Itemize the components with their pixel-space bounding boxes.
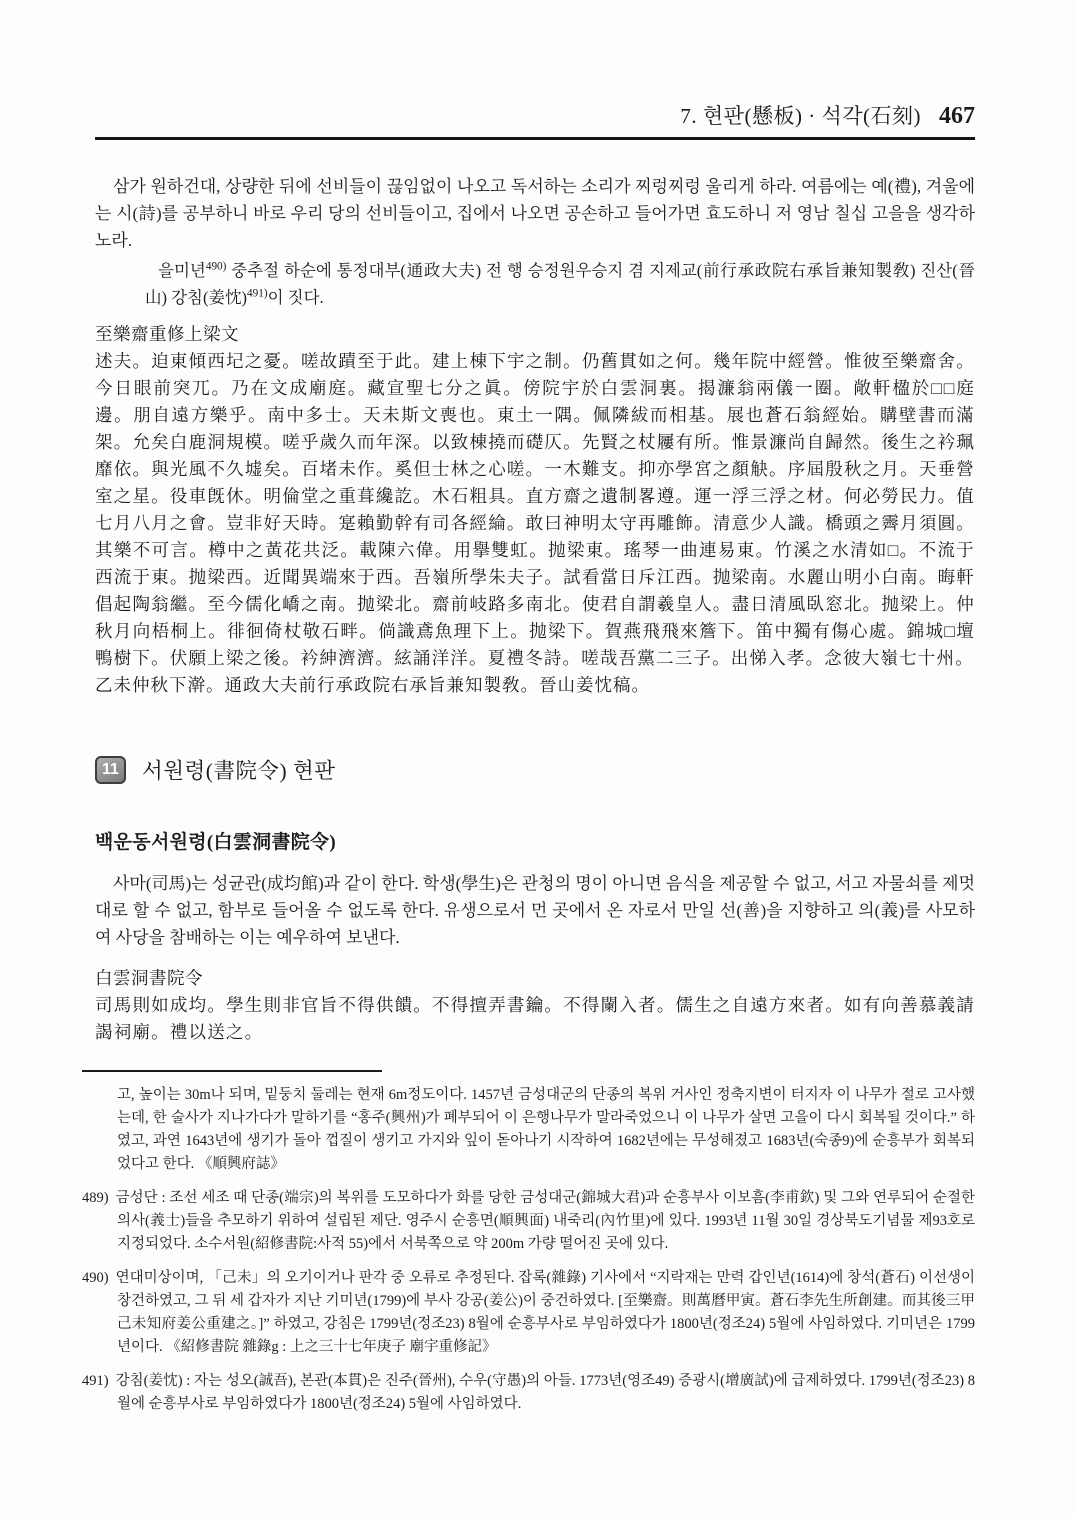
footnote-text: 연대미상이며, 「己未」의 오기이거나 판각 중 오류로 추정된다. 잡록(雜錄) 기사에서 “지락재는 만력 갑인년(1614)에 창석(蒼石) 이선생이 창건하였고, 그 뒤 세 갑자가 지난 기미년(1799)에 부사 강공(姜公)이 중건하였다. [至樂齋。則萬曆甲寅。蒼石李先生所創建。而其後三甲己未知府姜公重建之。]” 하였고, 강침은 1799년(정조23) 8월에 순흥부사로 부임하였다가 1800년(정조24) 5월에 사임하였다. 기미년은 1799년이다. 《紹修書院 雜錄g : 上之三十七年庚子 廟宇重修記》 <box>115 1270 975 1355</box>
section-title: 서원령(書院令) 현판 <box>142 759 336 783</box>
running-head: 7. 현판(懸板) · 석각(石刻) <box>680 104 921 128</box>
attribution-pre: 을미년 <box>158 261 206 280</box>
footnote-491 <box>82 1370 975 1416</box>
seowonryeong-hanmun-body: 司馬則如成均。學生則非官旨不得供饋。不得擅弄書鑰。不得闌入者。儒生之自遠方來者。如有向善慕義請謁祠廟。禮以送之。 <box>95 995 975 1042</box>
korean-paragraph-1: 삼가 원하건대, 상량한 뒤에 선비들이 끊임없이 나오고 독서하는 소리가 찌렁찌렁 울리게 하라. 여름에는 예(禮), 겨울에는 시(詩)를 공부하니 바로 우리 당의 선비들이고, 집에서 나오면 공손하고 들어가면 효도하니 저 영남 칠십 고을을 생각하노라. <box>95 177 975 250</box>
attribution-post: 이 짓다. <box>267 288 324 307</box>
page-number: 467 <box>939 103 975 129</box>
section-number-badge: 11 <box>95 756 126 784</box>
footnote-number: 491) <box>82 1373 109 1389</box>
hanmun-title: 至樂齋重修上梁文 <box>95 324 239 344</box>
footnote-text: 금성단 : 조선 세조 때 단종(端宗)의 복위를 도모하다가 화를 당한 금성대군(錦城大君)과 순흥부사 이보흠(李甫欽) 및 그와 연루되어 순절한 의사(義士)들을 추모하기 위하여 설립된 제단. 영주시 순흥면(順興面) 내죽리(內竹里)에 있다. 1993년 11월 30일 경상북도기념물 제93호로 지정되었다. 소수서원(紹修書院:사적 55)에서 서북쪽으로 약 200m 가량 떨어진 곳에 있다. <box>115 1190 975 1252</box>
footnote-number: 489) <box>82 1190 109 1206</box>
footnote-489 <box>82 1187 975 1256</box>
footnote-text: 강침(姜忱) : 자는 성오(誠吾), 본관(本貫)은 진주(晉州), 수우(守愚)의 아들. 1773년(영조49) 증광시(增廣試)에 급제하였다. 1799년(정조23) 8월에 순흥부사로 부임하였다가 1800년(정조24) 5월에 사임하였다. <box>115 1373 975 1412</box>
footnote-ref-491: 491) <box>247 287 268 300</box>
footnote-separator <box>82 1070 382 1072</box>
attribution-line <box>145 257 975 311</box>
header-rule <box>95 137 975 140</box>
page-header <box>95 0 975 130</box>
subsection-heading: 백운동서원령(白雲洞書院令) <box>95 832 336 853</box>
footnote-number: 490) <box>82 1270 109 1286</box>
hanmun-body: 述夫。迫東傾西圮之憂。嗟故蹟至于此。建上棟下宇之制。仍舊貫如之何。幾年院中經營。惟彼至樂齋舍。今日眼前突兀。乃在文成廟庭。藏宣聖七分之眞。傍院宇於白雲洞裏。揭濂翁兩儀一圈。敞軒楹於□□庭邊。朋自遠方樂乎。南中多士。天未斯文喪也。東土一隅。佩隣紱而相基。展也蒼石翁經始。購壁書而滿架。允矣白鹿洞規模。嗟乎歲久而年深。以致棟撓而礎仄。先賢之杖屨有所。惟景濂尚自歸然。後生之衿珮靡依。與光風不久墟矣。百堵未作。奚但士林之心嗟。一木難支。抑亦學宮之顏觖。序屆殷秋之月。天垂營室之星。役車旣休。明倫堂之重葺纔訖。木石粗具。直方齋之遺制畧遵。運一浮三浮之材。何必勞民力。值七月八月之會。豈非好天時。寔賴勤幹有司各經綸。敢曰神明太守再雕飾。清意少人識。橋頭之霽月須圓。其樂不可言。樽中之黃花共泛。載陳六偉。用擧雙虹。抛梁東。瑤琴一曲連易東。竹溪之水清如□。不流于西流于東。抛梁西。近聞異端來于西。吾嶺所學朱夫子。試看當日斥江西。抛梁南。水麗山明小白南。晦軒倡起陶翁繼。至今儒化嶠之南。抛梁北。齋前岐路多南北。使君自謂羲皇人。盡日清風臥窓北。抛梁上。仲秋月向梧桐上。徘徊倚杖敬石畔。倘識鳶魚理下上。抛梁下。賀燕飛飛來簷下。笛中獨有傷心處。錦城□壇鴨樹下。伏願上梁之後。衿紳濟濟。絃誦洋洋。夏禮冬詩。嗟哉吾黨二三子。出悌入孝。念彼大嶺七十州。 <box>95 351 975 668</box>
attribution-mid: 중추절 하순에 통정대부(通政大夫) 전 행 승정원우승지 겸 지제교(前行承政院右承旨兼知製敎) 진산(晉山) 강침(姜忱) <box>145 261 975 307</box>
section-heading <box>95 754 975 785</box>
hanmun-colophon: 乙未仲秋下澣。通政大夫前行承政院右承旨兼知製敎。晉山姜忱稿。 <box>95 675 650 695</box>
footnotes <box>82 1084 975 1416</box>
seowonryeong-hanmun-title: 白雲洞書院令 <box>95 968 203 988</box>
korean-paragraph-2: 사마(司馬)는 성균관(成均館)과 같이 한다. 학생(學生)은 관청의 명이 아니면 음식을 제공할 수 없고, 서고 자물쇠를 제멋대로 할 수 없고, 함부로 들어올 수 없도록 한다. 유생으로서 먼 곳에서 온 자로서 만일 선(善)을 지향하고 의(義)를 사모하여 사당을 참배하는 이는 예우하여 보낸다. <box>95 874 975 947</box>
footnote-ref-490: 490) <box>205 260 227 273</box>
footnote-continuation: 고, 높이는 30m나 되며, 밑둥치 둘레는 현재 6m정도이다. 1457년 금성대군의 단종의 복위 거사인 정축지변이 터지자 이 나무가 절로 고사했는데, 한 술사가 지나가다가 말하기를 “홍주(興州)가 폐부되어 이 은행나무가 말라죽었으니 이 나무가 살면 고을이 다시 회복될 것이다.” 하였고, 과연 1643년에 생기가 돌아 껍질이 생기고 가지와 잎이 돋아나기 시작하여 1682년에는 무성해졌고 1683년(숙종9)에 순흥부가 회복되었다고 한다. 《順興府誌》 <box>117 1087 975 1172</box>
footnote-490 <box>82 1267 975 1359</box>
